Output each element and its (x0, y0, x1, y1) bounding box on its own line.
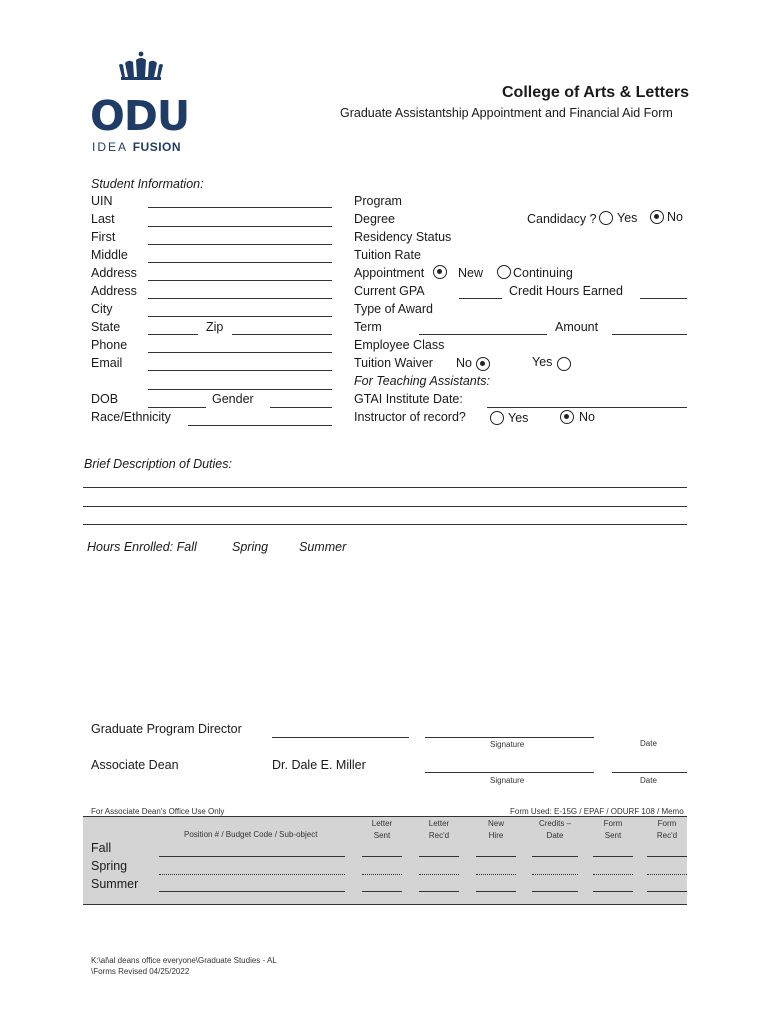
gtai-field[interactable] (487, 407, 687, 408)
form-subtitle: Graduate Assistantship Appointment and Financial Aid Form (340, 106, 673, 120)
footer-revised: \Forms Revised 04/25/2022 (91, 967, 190, 976)
amount-field[interactable] (612, 334, 687, 335)
assoc-dean-signature-field[interactable] (425, 772, 594, 773)
director-date-caption: Date (640, 739, 657, 748)
address1-field[interactable] (148, 280, 332, 281)
state-field[interactable] (148, 334, 198, 335)
award-label: Type of Award (354, 302, 433, 316)
candidacy-no-radio[interactable] (650, 210, 664, 224)
term-label: Term (354, 320, 382, 334)
gender-field[interactable] (270, 407, 332, 408)
col-position-header: Position # / Budget Code / Sub-object (184, 830, 318, 839)
appointment-continuing-radio[interactable] (497, 265, 511, 279)
instructor-label: Instructor of record? (354, 410, 466, 424)
uin-field[interactable] (148, 207, 332, 208)
col-form-recd: Form Rec'd (656, 819, 678, 840)
race-label: Race/Ethnicity (91, 410, 171, 424)
candidacy-yes-radio[interactable] (599, 211, 613, 225)
dob-label: DOB (91, 392, 119, 406)
tuition-rate-label: Tuition Rate (354, 248, 421, 262)
last-label: Last (91, 212, 115, 226)
col-letter-sent: Letter Sent (371, 819, 393, 840)
city-label: City (91, 302, 113, 316)
zip-label: Zip (206, 320, 224, 334)
candidacy-no-label: No (667, 210, 683, 224)
appointment-label: Appointment (354, 266, 425, 280)
assoc-dean-date-field[interactable] (612, 772, 687, 773)
dob-field[interactable] (148, 407, 206, 408)
email-label: Email (91, 356, 123, 370)
instructor-yes-radio[interactable] (490, 411, 504, 425)
race-field[interactable] (188, 425, 332, 426)
form-title: College of Arts & Letters (502, 84, 689, 101)
zip-field[interactable] (232, 334, 332, 335)
appointment-continuing-label: Continuing (513, 266, 573, 280)
waiver-yes-label: Yes (532, 355, 553, 369)
email-field[interactable] (148, 370, 332, 371)
assoc-dean-label: Associate Dean (91, 758, 179, 772)
logo-tagline: IDEA FUSION (92, 140, 182, 154)
first-field[interactable] (148, 244, 332, 245)
state-label: State (91, 320, 121, 334)
middle-label: Middle (91, 248, 128, 262)
hours-fall-label: Hours Enrolled: Fall (87, 540, 197, 554)
instructor-no-radio[interactable] (560, 410, 574, 424)
hours-spring-label: Spring (232, 540, 269, 554)
residency-label: Residency Status (354, 230, 452, 244)
form-used-label: Form Used: E-15G / EPAF / ODURF 108 / Memo (510, 807, 684, 816)
director-label: Graduate Program Director (91, 722, 242, 736)
col-credits-date: Credits – Date (538, 819, 571, 840)
logo-wordmark: ODU (90, 92, 190, 140)
middle-field[interactable] (148, 262, 332, 263)
director-signature-caption: Signature (490, 740, 525, 749)
appointment-new-radio[interactable] (433, 265, 447, 279)
col-form-sent: Form Sent (603, 819, 623, 840)
assoc-dean-signature-caption: Signature (490, 776, 525, 785)
uin-label: UIN (91, 194, 113, 208)
director-signature-field[interactable] (425, 737, 594, 738)
phone-field[interactable] (148, 352, 332, 353)
student-heading: Student Information: (91, 177, 204, 191)
duties-line-1[interactable] (83, 487, 687, 488)
waiver-no-label: No (456, 356, 472, 370)
address1-label: Address (91, 266, 137, 280)
instructor-yes-label: Yes (508, 411, 529, 425)
last-field[interactable] (148, 226, 332, 227)
crown-icon (117, 50, 165, 82)
footer-path: K:\al\al deans office everyone\Graduate Studies - AL (91, 956, 277, 965)
col-letter-recd: Letter Rec'd (428, 819, 450, 840)
appointment-new-label: New (458, 266, 484, 280)
gpa-label: Current GPA (354, 284, 425, 298)
amount-label: Amount (555, 320, 599, 334)
waiver-yes-radio[interactable] (557, 357, 571, 371)
row-spring-label: Spring (91, 859, 128, 873)
candidacy-label: Candidacy ? (527, 212, 597, 226)
gpa-field[interactable] (459, 298, 502, 299)
ta-heading: For Teaching Assistants: (354, 374, 490, 388)
term-field[interactable] (419, 334, 547, 335)
waiver-label: Tuition Waiver (354, 356, 433, 370)
first-label: First (91, 230, 116, 244)
hours-summer-label: Summer (299, 540, 347, 554)
waiver-no-radio[interactable] (476, 357, 490, 371)
program-label: Program (354, 194, 402, 208)
col-new-hire: New Hire (487, 819, 504, 840)
phone-label: Phone (91, 338, 128, 352)
duties-line-2[interactable] (83, 506, 687, 507)
candidacy-yes-label: Yes (617, 211, 638, 225)
address2-field[interactable] (148, 298, 332, 299)
duties-heading: Brief Description of Duties: (84, 457, 232, 471)
employee-class-label: Employee Class (354, 338, 445, 352)
assoc-dean-date-caption: Date (640, 776, 657, 785)
city-field[interactable] (148, 316, 332, 317)
office-bottom-rule (83, 904, 687, 905)
instructor-no-label: No (579, 410, 595, 424)
address2-label: Address (91, 284, 137, 298)
email-field-2[interactable] (148, 389, 332, 390)
credit-hours-label: Credit Hours Earned (509, 284, 623, 298)
duties-line-3[interactable] (83, 524, 687, 525)
gtai-label: GTAI Institute Date: (354, 392, 463, 406)
credit-hours-field[interactable] (640, 298, 687, 299)
row-summer-label: Summer (91, 877, 139, 891)
gender-label: Gender (212, 392, 254, 406)
office-heading: For Associate Dean's Office Use Only (91, 807, 225, 816)
director-name-field[interactable] (272, 737, 409, 738)
row-fall-label: Fall (91, 841, 112, 855)
assoc-dean-name: Dr. Dale E. Miller (272, 758, 366, 772)
degree-label: Degree (354, 212, 395, 226)
